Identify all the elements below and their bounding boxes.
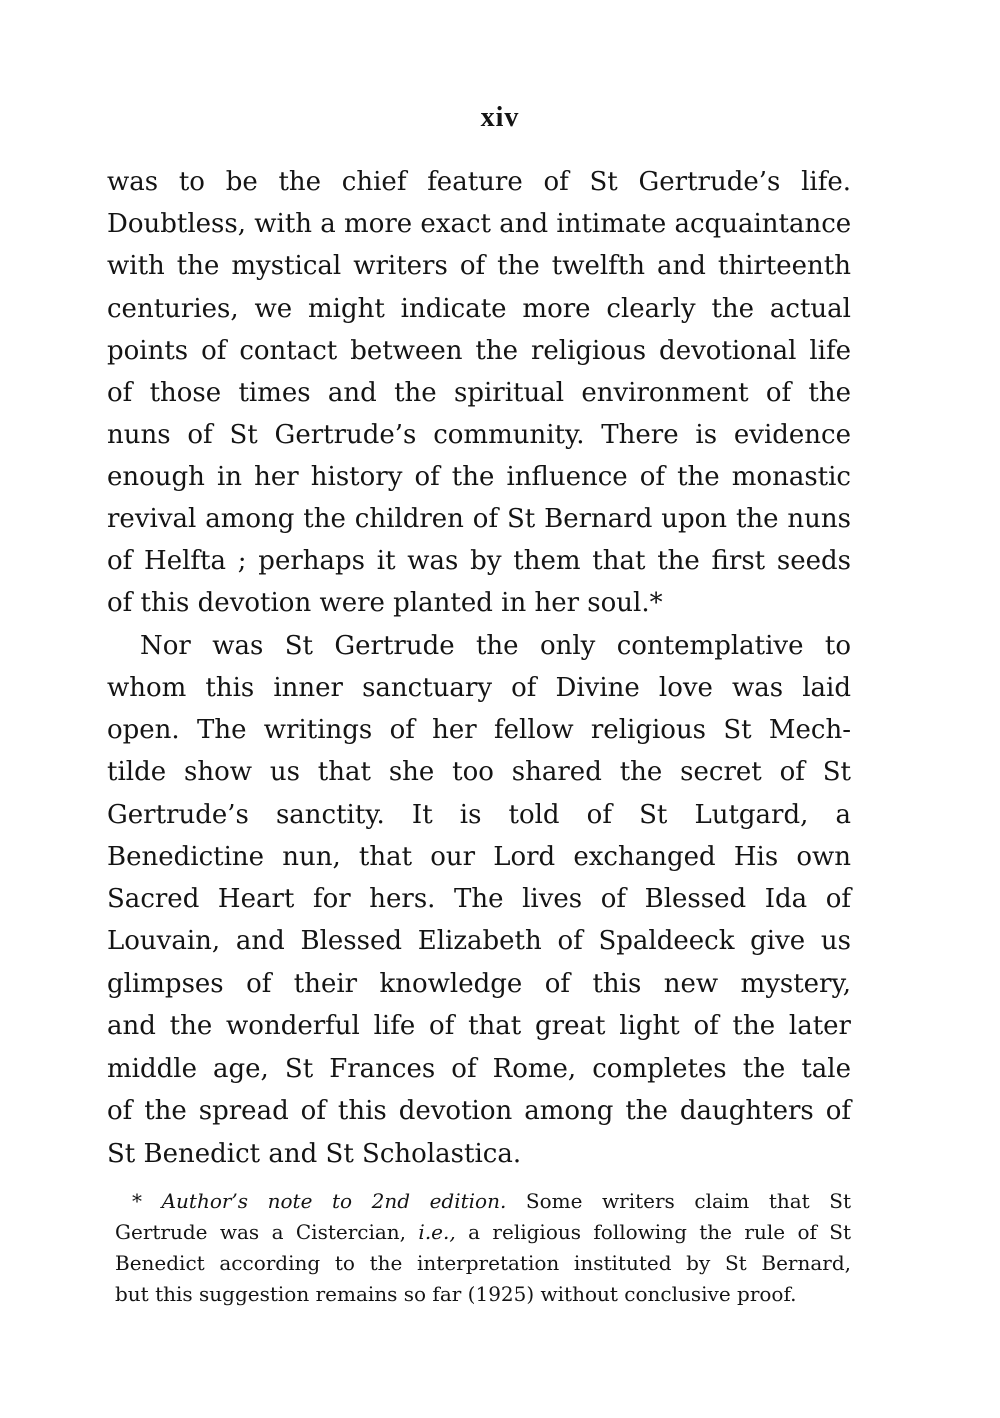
text-line: Louvain, and Blessed Elizabeth of Spaldeeck give us (107, 926, 851, 956)
footnote-label: Author’s note to 2nd edition. (161, 1189, 507, 1213)
text-line: centuries, we might indicate more clearly the actual (107, 294, 851, 324)
footnote-abbrev: i.e., (418, 1220, 456, 1244)
footnote-marker: * (132, 1189, 142, 1213)
footnote-text: Some writers claim that St (525, 1189, 852, 1213)
text-line: Sacred Heart for hers. The lives of Blessed Ida of (107, 884, 851, 914)
text-line: whom this inner sanctuary of Divine love was laid (107, 673, 851, 703)
text-line: and the wonderful life of that great light of the later (107, 1011, 851, 1041)
text-line: was to be the chief feature of St Gertrude’s life. (107, 167, 851, 197)
text-line: of those times and the spiritual environment of the (107, 378, 851, 408)
text-line: of Helfta ; perhaps it was by them that the first seeds (107, 546, 851, 576)
text-line: Nor was St Gertrude the only contemplative to (140, 631, 851, 661)
footnote-line (115, 1217, 851, 1248)
page-number: xiv (480, 102, 520, 133)
text-line: with the mystical writers of the twelfth and thirteenth (107, 251, 851, 281)
text-line: Gertrude’s sanctity. It is told of St Lutgard, a (107, 800, 851, 830)
text-line: St Benedict and St Scholastica. (107, 1139, 522, 1169)
text-line: points of contact between the religious devotional life (107, 336, 851, 366)
footnote-line: Benedict according to the interpretation instituted by St Bernard, (115, 1251, 851, 1275)
text-line: open. The writings of her fellow religious St Mech- (107, 715, 851, 745)
footnote-line (132, 1186, 851, 1217)
text-line: revival among the children of St Bernard upon the nuns (107, 504, 851, 534)
text-line: enough in her history of the influence of the monastic (107, 462, 851, 492)
footnote-text: a religious following the rule of St (468, 1220, 852, 1244)
text-line: middle age, St Frances of Rome, completes the tale (107, 1054, 851, 1084)
text-line: Benedictine nun, that our Lord exchanged His own (107, 842, 851, 872)
text-line: tilde show us that she too shared the secret of St (107, 757, 851, 787)
text-line: of the spread of this devotion among the daughters of (107, 1096, 851, 1126)
footnote-line: but this suggestion remains so far (1925) without conclusive proof. (115, 1282, 797, 1306)
text-line: of this devotion were planted in her soul.* (107, 588, 663, 618)
text-line: Doubtless, with a more exact and intimate acquaintance (107, 209, 852, 239)
text-line: glimpses of their knowledge of this new mystery, (107, 969, 851, 999)
footnote-text: Gertrude was a Cistercian, (115, 1220, 407, 1244)
text-line: nuns of St Gertrude’s community. There is evidence (107, 420, 851, 450)
